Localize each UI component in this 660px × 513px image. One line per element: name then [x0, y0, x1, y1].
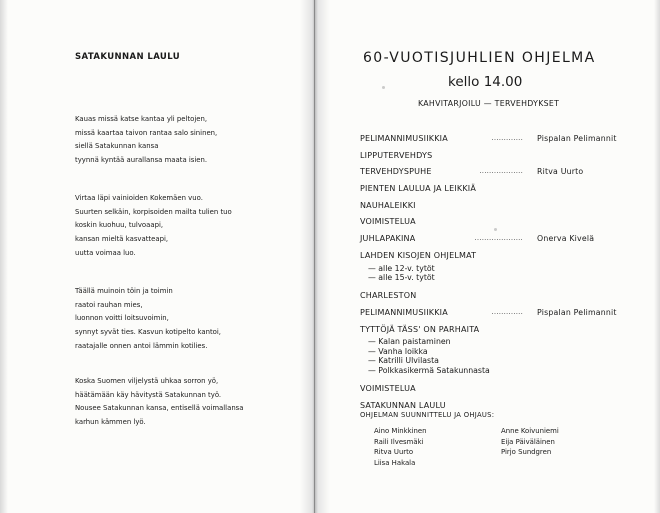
- program-item: [360, 321, 630, 338]
- program-item-label: TERVEHDYSPUHE: [360, 167, 432, 177]
- program-item-label: PIENTEN LAULUA JA LEIKKIÄ: [360, 184, 477, 194]
- program-item-label: VOIMISTELUA: [360, 217, 416, 227]
- stanza-1: [75, 113, 217, 168]
- program-item: [360, 230, 630, 247]
- program-item: [360, 163, 630, 180]
- program-item: [360, 304, 630, 321]
- program-time: kello 14.00: [448, 74, 523, 90]
- stanza-4: [75, 375, 244, 430]
- program-item-label: LIPPUTERVEHDYS: [360, 150, 433, 160]
- page-edge-right: [654, 0, 660, 513]
- organizer-name: Eija Päiväläinen: [501, 437, 555, 446]
- lyric-line: häätämään käy hävitystä Satakunnan työ.: [75, 390, 222, 399]
- leader-dots: ....................: [474, 234, 523, 243]
- program-item: [360, 130, 630, 147]
- program-item-label: LAHDEN KISOJEN OHJELMAT: [360, 250, 477, 260]
- lyric-line: kansan mieltä kasvatteapi,: [75, 235, 169, 244]
- program-item-label: NAUHALEIKKI: [360, 200, 416, 210]
- program-performer: Onerva Kivelä: [537, 234, 595, 244]
- organizer-name: Anne Koivuniemi: [501, 427, 559, 435]
- organizer-name: Liisa Hakala: [374, 458, 416, 467]
- stanza-2: [75, 192, 232, 261]
- program-subitem: — alle 12-v. tytöt: [368, 263, 435, 273]
- program-performer: Pispalan Pelimannit: [537, 307, 617, 317]
- fold-line: [314, 0, 315, 513]
- lyric-line: raatoi rauhan mies,: [75, 300, 143, 309]
- program-item: [360, 247, 630, 264]
- song-title: SATAKUNNAN LAULU: [75, 52, 181, 62]
- print-speck: [494, 228, 497, 231]
- lyric-line: Suurten selkäin, korpisoiden mailta tulien tuo: [75, 207, 232, 216]
- book-gutter: [300, 0, 330, 513]
- lyric-line: raatajalle onnen antoi lämmin kotilies.: [75, 341, 208, 350]
- program-item-label: TYTTÖJÄ TÄSS' ON PARHAITA: [360, 324, 480, 334]
- lyric-line: missä kaartaa taivon rantaa salo sininen,: [75, 128, 218, 137]
- organizer-name: Pirjo Sundgren: [501, 448, 552, 456]
- organizers-heading: OHJELMAN SUUNNITTELU JA OHJAUS:: [360, 411, 495, 419]
- lyric-line: tyynnä kyntää aurallansa maata isien.: [75, 156, 208, 165]
- stanza-3: [75, 285, 221, 354]
- lyric-line: Virtaa läpi vainioiden Kokemäen vuo.: [75, 194, 203, 202]
- program-item: [360, 380, 630, 397]
- organizers-column-1: [374, 426, 427, 468]
- program-item-label: SATAKUNNAN LAULU: [360, 400, 446, 410]
- lyric-line: Koska Suomen viljelystä uhkaa sorron yö,: [75, 377, 219, 385]
- program-item: [360, 287, 630, 304]
- program-list: [360, 130, 630, 413]
- lyric-line: siellä Satakunnan kansa: [75, 142, 159, 151]
- program-subitem: — Polkkasikermä Satakunnasta: [368, 365, 490, 375]
- lyric-line: Nousee Satakunnan kansa, entisellä voimallansa: [75, 404, 244, 413]
- program-item-label: PELIMANNIMUSIIKKIA: [360, 307, 448, 317]
- program-item-label: VOIMISTELUA: [360, 383, 416, 393]
- leader-dots: .............: [491, 307, 523, 316]
- program-item: [360, 197, 630, 214]
- program-subitem: — Kalan paistaminen: [368, 337, 451, 347]
- program-performer: Ritva Uurto: [537, 167, 584, 177]
- program-subitem: — Katrilli Ulvilasta: [368, 356, 439, 366]
- print-speck: [382, 86, 385, 89]
- program-item: [360, 147, 630, 164]
- organizer-name: Ritva Uurto: [374, 448, 414, 456]
- program-item: [360, 180, 630, 197]
- lyric-line: uutta voimaa luo.: [75, 248, 136, 257]
- program-subitem: — alle 15-v. tytöt: [368, 272, 435, 282]
- lyric-line: Täällä muinoin töin ja toimin: [75, 287, 173, 295]
- program-item-label: PELIMANNIMUSIIKKIA: [360, 134, 448, 143]
- leader-dots: .............: [491, 134, 523, 142]
- program-performer: Pispalan Pelimannit: [537, 134, 617, 143]
- organizer-name: Raili Ilvesmäki: [374, 437, 424, 446]
- lyric-line: karhun kämmen lyö.: [75, 418, 146, 427]
- program-subitem: — Vanha loikka: [368, 346, 428, 356]
- program-item-label: JUHLAPAKINA: [360, 234, 416, 244]
- lyric-line: Kauas missä katse kantaa yli peltojen,: [75, 115, 208, 123]
- program-title: 60-VUOTISJUHLIEN OHJELMA: [363, 50, 596, 66]
- organizers-column-2: [501, 426, 559, 458]
- lyric-line: luonnon voitti loitsuvoimin,: [75, 314, 169, 323]
- page-edge-left: [0, 0, 8, 513]
- program-subtitle: KAHVITARJOILU — TERVEHDYKSET: [418, 99, 560, 108]
- program-item-label: CHARLESTON: [360, 291, 417, 301]
- lyric-line: synnyt syvät ties. Kasvun kotipelto kantoi,: [75, 328, 221, 337]
- leader-dots: ..................: [479, 167, 523, 176]
- lyric-line: koskin kuohuu, tulvoaapi,: [75, 221, 164, 230]
- organizer-name: Aino Minkkinen: [374, 427, 427, 435]
